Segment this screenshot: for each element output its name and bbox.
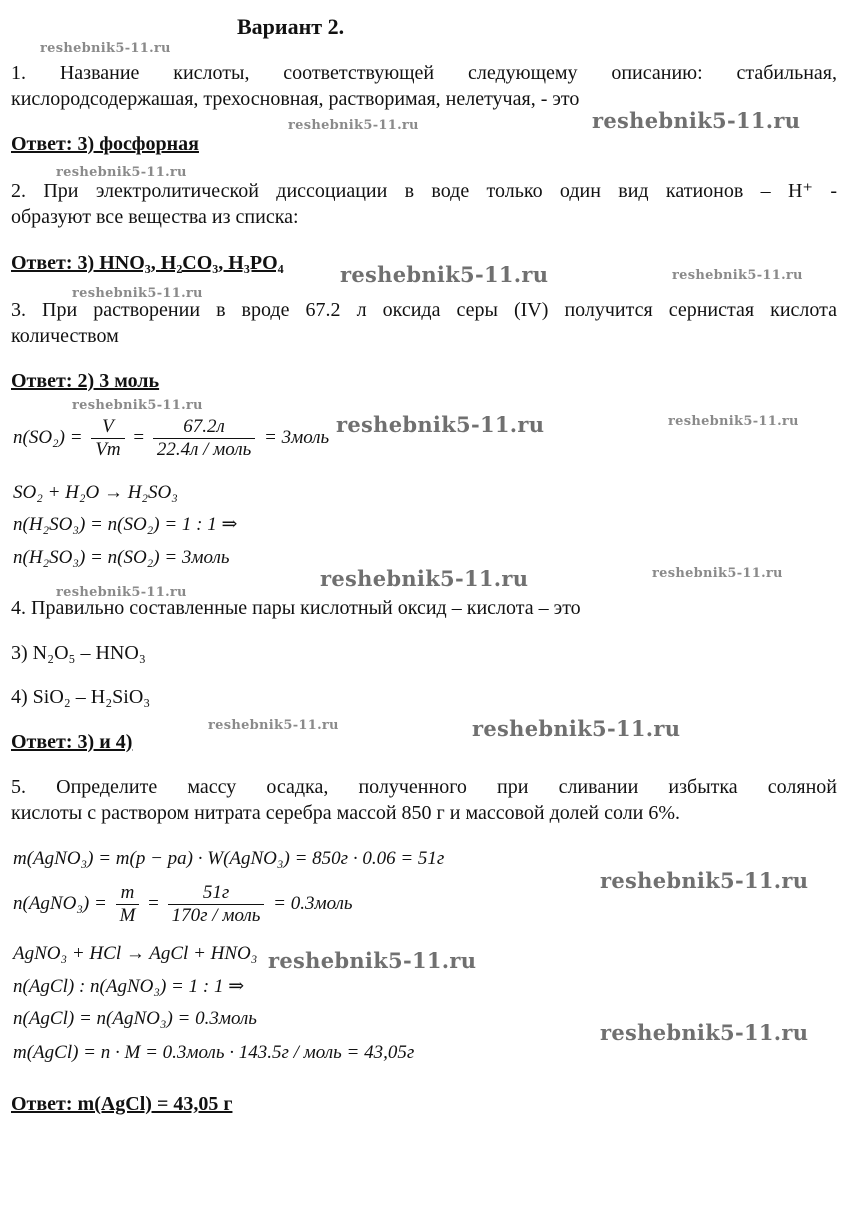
watermark: reshebnik5-11.ru: [268, 948, 477, 973]
equation-3-1: n(SO₂) = $\frac{V}{Vm}$ = $\frac{67.2л}{\text{22.4л / моль}}$ = 3моль: [13, 416, 330, 460]
question-1-line-1: 1. Название кислоты, соответствующей следующему описанию: стабильная,: [11, 62, 837, 84]
watermark: reshebnik5-11.ru: [56, 165, 187, 180]
equation-5-1: m(AgNO₃) = m(p − pa) · W(AgNO₃) = 850г · 0.06 = 51г: [13, 848, 445, 869]
question-4-option-4: 4) SiO₂ – H₂SiO₃: [11, 686, 151, 708]
question-2-line-1: 2. При электролитической диссоциации в воде только один вид катионов – H⁺ -: [11, 180, 837, 202]
question-5-line-1: 5. Определите массу осадка, полученного при сливании избытка соляной: [11, 776, 837, 798]
equation-3-2: SO₂ + H₂O → H₂SO₃: [13, 482, 178, 503]
equation-5-6: m(AgCl) = n · M = 0.3моль · 143.5г / моль = 43,05г: [13, 1042, 415, 1063]
page-title: Вариант 2.: [237, 14, 345, 39]
watermark: reshebnik5-11.ru: [208, 718, 339, 733]
eq-5-2-num2: 51г: [168, 882, 265, 905]
watermark: reshebnik5-11.ru: [600, 1020, 809, 1045]
question-3-line-2: количеством: [11, 325, 119, 347]
question-1-line-2: кислородсодержашая, трехосновная, растворимая, нелетучая, - это: [11, 88, 580, 110]
question-2: [11, 178, 837, 230]
watermark: reshebnik5-11.ru: [600, 868, 809, 893]
eq-5-2-fraction-1: [116, 882, 140, 927]
watermark: reshebnik5-11.ru: [72, 398, 203, 413]
watermark: reshebnik5-11.ru: [668, 414, 799, 429]
watermark: reshebnik5-11.ru: [652, 566, 783, 581]
eq-3-1-den: Vm: [95, 439, 121, 460]
watermark: reshebnik5-11.ru: [336, 412, 545, 437]
question-2-line-2: образуют все вещества из списка:: [11, 206, 299, 228]
equation-5-4: n(AgCl) : n(AgNO₃) = 1 : 1 ⇒: [13, 976, 245, 997]
eq-5-2-result: = 0.3моль: [273, 892, 353, 914]
answer-2: Ответ: 3) HNO₃, H₂CO₃, H₃PO₄: [11, 252, 284, 274]
watermark: reshebnik5-11.ru: [472, 716, 681, 741]
answer-5: Ответ: m(AgCl) = 43,05 г: [11, 1093, 233, 1115]
watermark: reshebnik5-11.ru: [72, 286, 203, 301]
question-3: [11, 297, 837, 349]
eq-3-1-result: = 3моль: [264, 426, 330, 448]
question-4: 4. Правильно составленные пары кислотный оксид – кислота – это: [11, 597, 581, 619]
equation-3-4: n(H₂SO₃) = n(SO₂) = 3моль: [13, 547, 230, 568]
eq-3-1-den2: 22.4л / моль: [156, 439, 252, 460]
equation-3-3: n(H₂SO₃) = n(SO₂) = 1 : 1 ⇒: [13, 514, 238, 535]
question-5-line-2: кислоты с раствором нитрата серебра массой 850 г и массовой долей соли 6%.: [11, 802, 681, 824]
eq-5-2-den: M: [119, 905, 136, 926]
equation-5-3: AgNO₃ + HCl → AgCl + HNO₃: [13, 943, 258, 964]
answer-4: Ответ: 3) и 4): [11, 731, 133, 753]
eq-3-1-lhs: n(SO₂) =: [13, 426, 83, 448]
watermark: reshebnik5-11.ru: [592, 108, 801, 133]
watermark: reshebnik5-11.ru: [320, 566, 529, 591]
question-4-option-3: 3) N₂O₅ – HNO₃: [11, 642, 146, 664]
eq-5-2-fraction-2: [168, 882, 265, 927]
question-1: [11, 60, 837, 112]
eq-3-1-num: V: [91, 416, 124, 439]
watermark: reshebnik5-11.ru: [340, 262, 549, 287]
eq-3-1-num2: 67.2л: [153, 416, 255, 439]
watermark: reshebnik5-11.ru: [672, 268, 803, 283]
answer-1: Ответ: 3) фосфорная: [11, 133, 199, 155]
watermark: reshebnik5-11.ru: [288, 118, 419, 133]
eq-3-1-fraction-1: [91, 416, 124, 461]
eq-5-2-num: m: [116, 882, 140, 905]
question-3-line-1: 3. При растворении в вроде 67.2 л оксида серы (IV) получится сернистая кислота: [11, 299, 837, 321]
eq-3-1-fraction-2: [153, 416, 255, 461]
equation-5-2: n(AgNO₃) = $\frac{m}{M}$ = $\frac{51г}{\text{170г / моль}}$ = 0.3моль: [13, 882, 353, 926]
watermark: reshebnik5-11.ru: [40, 41, 171, 56]
watermark: reshebnik5-11.ru: [56, 585, 187, 600]
answer-3: Ответ: 2) 3 моль: [11, 370, 160, 392]
eq-5-2-lhs: n(AgNO₃) =: [13, 892, 107, 914]
eq-5-2-den2: 170г / моль: [171, 905, 261, 926]
equation-5-5: n(AgCl) = n(AgNO₃) = 0.3моль: [13, 1008, 257, 1029]
question-5: [11, 774, 837, 826]
